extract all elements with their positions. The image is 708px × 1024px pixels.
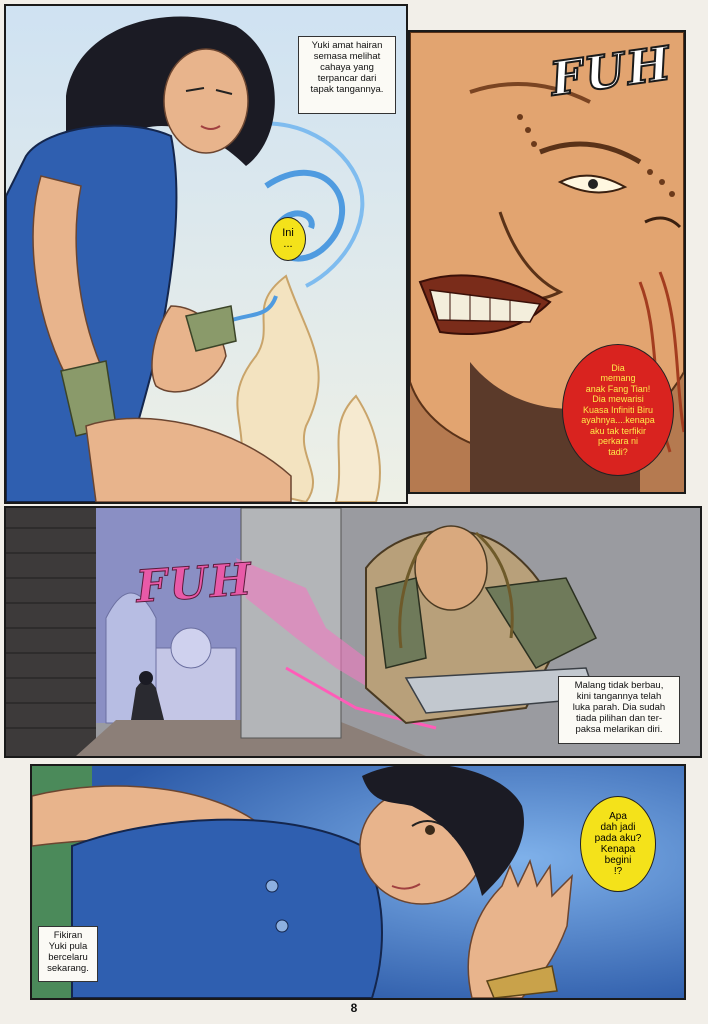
- caption-panel-1: Yuki amat hairan semasa melihat cahaya yang terpancar dari tapak tangannya.: [298, 36, 396, 114]
- speech-bubble-panel-1: Ini ...: [270, 217, 306, 261]
- caption-panel-3: Malang tidak berbau, kini tangannya telah luka parah. Dia sudah tiada pilihan dan ter- paksa melarikan diri.: [558, 676, 680, 744]
- panel-yuki-closeup: [30, 764, 686, 1000]
- panel-yuki-closeup-art: [32, 766, 684, 998]
- sfx-fuh-top: FUH: [546, 35, 676, 107]
- sfx-fuh-alley: FUH: [134, 553, 255, 614]
- panel-alley-attack: [4, 506, 702, 758]
- panel-yuki-energy: [4, 4, 408, 504]
- page-number: 8: [350, 1001, 358, 1015]
- panel-angry-face: [408, 30, 686, 494]
- caption-panel-4: Fikiran Yuki pula bercelaru sekarang.: [38, 926, 98, 982]
- speech-bubble-panel-4: Apa dah jadi pada aku? Kenapa begini !?: [580, 796, 656, 892]
- speech-bubble-panel-2: Dia memang anak Fang Tian! Dia mewarisi Kuasa Infiniti Biru ayahnya....kenapa aku tak terfikir perkara ni tadi?: [562, 344, 674, 476]
